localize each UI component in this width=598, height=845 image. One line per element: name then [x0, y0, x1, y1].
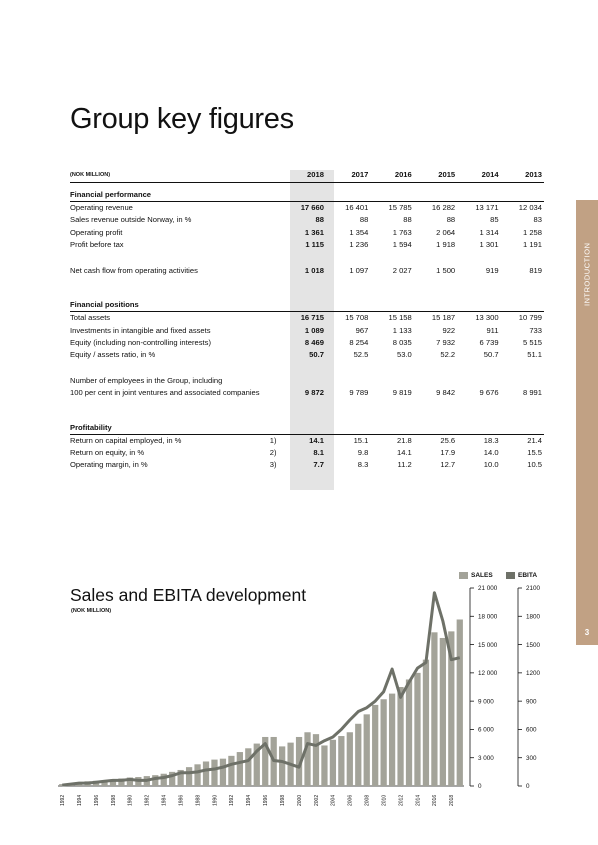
x-tick-label: 2004	[330, 794, 337, 806]
row-value: 17.9	[440, 448, 456, 458]
row-value: 15 785	[388, 203, 412, 213]
row-value: 10.0	[483, 460, 499, 470]
row-value: 1 314	[479, 227, 499, 237]
row-value: 15 708	[345, 313, 369, 323]
section-heading: Profitability	[70, 422, 266, 435]
x-tick-label: 1986	[178, 794, 185, 806]
row-note: 1)	[269, 435, 277, 445]
row-label: Return on equity, in %	[70, 448, 145, 458]
row-value: 14.1	[309, 435, 324, 445]
row-value: 88	[403, 215, 412, 225]
row-value: 51.1	[527, 350, 542, 360]
sales-bar	[186, 767, 192, 786]
row-value: 17 660	[300, 203, 324, 213]
row-value: 8.1	[313, 448, 324, 458]
row-label: Profit before tax	[70, 239, 124, 249]
x-tick-label: 1980	[127, 794, 134, 806]
row-value: 7 932	[436, 337, 456, 347]
ebita-tick-label: 1800	[526, 613, 541, 621]
section-heading: Financial positions	[70, 299, 266, 312]
sales-tick-label: 9 000	[478, 698, 494, 706]
x-tick-label: 2014	[415, 794, 422, 806]
sales-bar	[381, 699, 387, 786]
ebita-tick-label: 600	[526, 726, 537, 734]
page-title: Group key figures	[70, 103, 294, 135]
sales-bar	[237, 752, 243, 786]
chart-title: Sales and EBITA development	[70, 585, 307, 605]
side-tab-label: INTRODUCTION	[582, 242, 592, 306]
x-tick-label: 2000	[296, 794, 303, 806]
row-value: 733	[529, 325, 542, 335]
x-tick-label: 2018	[449, 794, 456, 806]
year-header: 2013	[501, 168, 544, 183]
sales-bar	[321, 745, 327, 786]
row-value: 8 254	[349, 337, 369, 347]
row-value: 9.8	[357, 448, 369, 458]
row-value: 88	[359, 215, 369, 225]
row-value: 12.7	[440, 460, 456, 470]
sales-tick-label: 0	[478, 783, 482, 791]
x-tick-label: 1984	[161, 794, 168, 806]
ebita-tick-label: 2100	[526, 585, 541, 593]
sales-tick-label: 3 000	[478, 754, 494, 762]
row-value: 967	[355, 325, 369, 335]
row-value: 8 035	[392, 337, 412, 347]
x-tick-label: 1994	[76, 794, 83, 806]
sales-bar	[406, 679, 412, 786]
row-value: 15 187	[431, 313, 456, 323]
row-value: 1 089	[304, 325, 324, 335]
sales-bar	[389, 694, 395, 786]
sales-bar	[414, 673, 420, 786]
row-value: 1 763	[392, 227, 412, 237]
year-header: 2017	[327, 168, 370, 183]
sales-bar	[220, 759, 226, 786]
row-value: 1 115	[305, 239, 324, 249]
sales-tick-label: 15 000	[478, 641, 498, 649]
row-value: 1 097	[349, 266, 369, 276]
sales-bar	[245, 748, 251, 786]
sales-bar	[431, 632, 437, 786]
row-value: 52.5	[353, 350, 369, 360]
row-note: 2)	[269, 448, 277, 458]
sales-bar	[423, 660, 429, 786]
legend-label-sales: SALES	[471, 572, 493, 579]
row-value: 10 799	[518, 313, 542, 323]
x-tick-label: 1996	[263, 794, 270, 806]
row-value: 53.0	[396, 350, 412, 360]
x-tick-label: 1998	[279, 794, 286, 806]
row-note: 3)	[269, 460, 277, 470]
row-value: 1 594	[392, 239, 412, 249]
section-heading: Financial performance	[70, 189, 266, 202]
row-value: 1 354	[349, 227, 369, 237]
row-label: Operating margin, in %	[70, 460, 148, 470]
row-value: 8.3	[357, 460, 369, 470]
x-tick-label: 2006	[347, 794, 354, 806]
row-value: 13 300	[475, 313, 499, 323]
sales-bar	[304, 732, 310, 786]
row-label: Equity (including non-controlling interests)	[70, 337, 211, 347]
sales-bar	[228, 756, 234, 786]
x-tick-label: 1992	[60, 794, 67, 806]
row-value: 8 469	[304, 337, 324, 347]
chart-unit: (NOK MILLION)	[71, 608, 112, 614]
ebita-tick-label: 900	[526, 698, 537, 706]
row-value: 25.6	[440, 435, 456, 445]
row-value: 21.8	[396, 435, 412, 445]
row-value: 14.0	[483, 448, 499, 458]
row-label: Operating profit	[70, 227, 123, 237]
row-value: 9 819	[392, 388, 412, 398]
row-value: 9 676	[479, 388, 499, 398]
sales-bar	[203, 761, 209, 786]
x-tick-label: 1998	[110, 794, 117, 806]
ebita-tick-label: 1500	[526, 641, 541, 649]
row-label: Net cash flow from operating activities	[70, 266, 198, 276]
row-value: 1 918	[436, 239, 456, 249]
row-value: 1 258	[522, 227, 542, 237]
row-label: Total assets	[70, 313, 111, 323]
sales-bar	[279, 746, 285, 786]
year-header: 2018	[288, 168, 327, 183]
row-value: 18.3	[483, 435, 499, 445]
row-label: Sales revenue outside Norway, in %	[70, 215, 192, 225]
row-value: 2 027	[392, 266, 412, 276]
year-header: 2014	[457, 168, 500, 183]
row-value: 6 739	[479, 337, 499, 347]
legend-label-ebita: EBITA	[518, 572, 538, 579]
page-number: 3	[584, 628, 590, 637]
ebita-tick-label: 1200	[526, 670, 541, 678]
row-label: Equity / assets ratio, in %	[70, 350, 156, 360]
row-value: 21.4	[527, 435, 542, 445]
year-header: 2015	[414, 168, 457, 183]
row-value: 16 401	[345, 203, 369, 213]
sales-bar	[338, 736, 344, 786]
row-value: 2 064	[436, 227, 456, 237]
row-value: 15.5	[527, 448, 542, 458]
sales-bar	[440, 638, 446, 786]
x-tick-label: 2012	[398, 794, 405, 806]
year-header: 2016	[370, 168, 413, 183]
sales-bar	[330, 740, 336, 786]
row-label: 100 per cent in joint ventures and associated companies	[70, 388, 260, 398]
sales-tick-label: 21 000	[478, 585, 498, 593]
row-value: 8 991	[522, 388, 542, 398]
row-value: 1 133	[392, 325, 412, 335]
row-label: Number of employees in the Group, including	[70, 376, 223, 386]
row-value: 85	[490, 215, 499, 225]
row-value: 1 500	[436, 266, 456, 276]
row-value: 50.7	[483, 350, 499, 360]
row-value: 5 515	[522, 337, 542, 347]
sales-tick-label: 6 000	[478, 726, 494, 734]
x-tick-label: 2002	[313, 794, 320, 806]
row-value: 1 191	[522, 239, 542, 249]
row-value: 16 715	[300, 313, 324, 323]
row-value: 52.2	[440, 350, 456, 360]
row-value: 911	[486, 325, 499, 335]
x-tick-label: 1988	[195, 794, 202, 806]
row-label: Investments in intangible and fixed assets	[70, 325, 211, 335]
x-tick-label: 1994	[246, 794, 253, 806]
row-value: 819	[529, 266, 542, 276]
sales-bar	[397, 687, 403, 786]
sales-bar	[364, 714, 370, 786]
row-value: 7.7	[313, 460, 324, 470]
sales-bar	[355, 724, 361, 786]
row-value: 15 158	[388, 313, 412, 323]
row-value: 1 301	[479, 239, 499, 249]
row-value: 9 842	[436, 388, 456, 398]
x-tick-label: 2010	[381, 794, 388, 806]
sales-bar	[372, 705, 378, 786]
row-value: 1 361	[304, 227, 324, 237]
sales-tick-label: 18 000	[478, 613, 498, 621]
sales-bar	[457, 619, 463, 786]
x-tick-label: 1990	[212, 794, 219, 806]
row-value: 88	[446, 215, 456, 225]
row-value: 11.2	[397, 460, 412, 470]
row-value: 9 789	[349, 388, 369, 398]
row-value: 88	[315, 215, 324, 225]
sales-bar	[313, 734, 319, 786]
sales-bar	[211, 760, 217, 786]
row-value: 919	[485, 266, 499, 276]
x-tick-label: 1992	[229, 794, 236, 806]
x-tick-label: 1982	[144, 794, 151, 806]
row-value: 922	[442, 325, 456, 335]
row-value: 1 236	[349, 239, 369, 249]
x-tick-label: 2016	[432, 794, 439, 806]
row-value: 12 034	[518, 203, 542, 213]
ebita-tick-label: 300	[526, 754, 537, 762]
row-value: 16 282	[431, 203, 456, 213]
row-label: Return on capital employed, in %	[70, 435, 182, 445]
table-unit-label: (NOK MILLION)	[70, 172, 111, 179]
row-value: 13 171	[475, 203, 499, 213]
x-tick-label: 1996	[93, 794, 100, 806]
x-tick-label: 2008	[364, 794, 371, 806]
sales-bar	[194, 764, 200, 786]
ebita-tick-label: 0	[526, 783, 530, 791]
row-value: 1 018	[304, 266, 324, 276]
sales-tick-label: 12 000	[478, 670, 498, 678]
row-label: Operating revenue	[70, 203, 133, 213]
row-value: 9 872	[304, 388, 324, 398]
row-value: 14.1	[396, 448, 412, 458]
row-value: 10.5	[527, 460, 542, 470]
sales-bar	[347, 732, 353, 786]
row-value: 83	[533, 215, 542, 225]
row-value: 15.1	[353, 435, 369, 445]
row-value: 50.7	[309, 350, 324, 360]
